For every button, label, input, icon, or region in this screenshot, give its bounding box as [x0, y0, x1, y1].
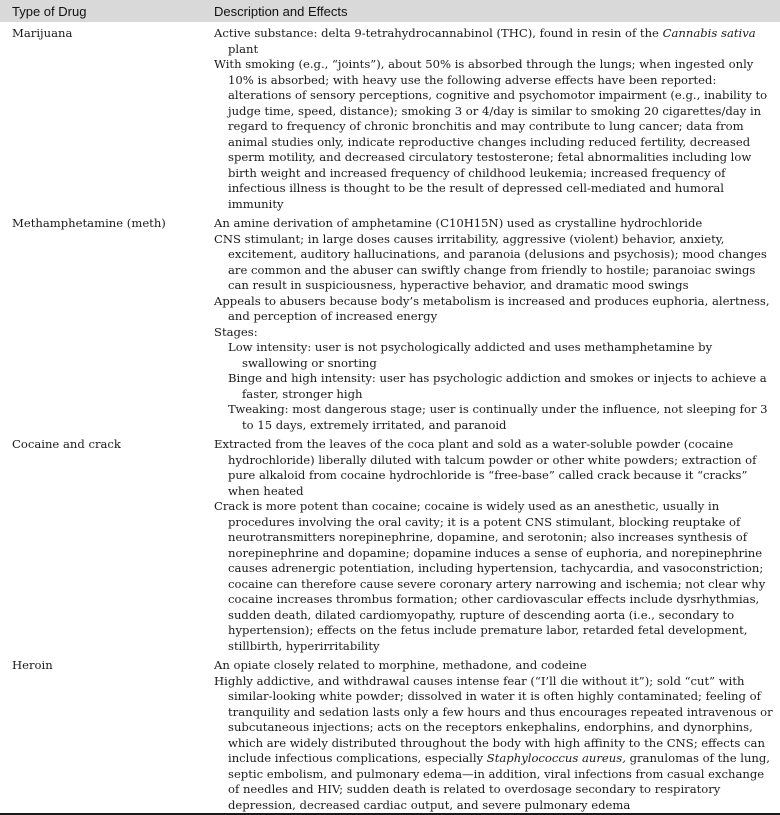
description-line: Crack is more potent than cocaine; cocaine is widely used as an anesthetic, usually in procedures involving the oral cavity; it is a potent CNS stimulant, blocking reuptake of neurotransmitters norepinephrine, dopamine, and serotonin; also increases synthesis of norepinephrine and dopamine; dopamine induces a sense of euphoria, and norepinephrine causes adrenergic potentiation, including hypertension, tachycardia, and vasoconstriction; cocaine can therefore cause severe coronary artery narrowing and ischemia; not clear why cocaine increases thrombus formation; other cardiovascular effects include dysrhythmias, sudden death, dilated cardiomyopathy, rupture of descending aorta (i.e., secondary to hypertension); effects on the fetus include premature labor, retarded fetal development, stillbirth, hyperirritability — [214, 499, 766, 653]
table-row — [0, 433, 780, 654]
drug-name: Cocaine and crack — [12, 437, 121, 451]
description-line: Active substance: delta 9-tetrahydrocannabinol (THC), found in resin of the Cannabis sativa plant — [214, 26, 756, 56]
drug-name: Marijuana — [12, 26, 73, 40]
drug-description — [204, 22, 780, 212]
stage-line: Low intensity: user is not psychologically addicted and uses methamphetamine by swallowing or snorting — [228, 340, 713, 370]
header-description-and-effects: Description and Effects — [214, 3, 348, 19]
description-line: With smoking (e.g., “joints”), about 50% is absorbed through the lungs; when ingested only 10% is absorbed; with heavy use the following adverse effects have been reported: alterations of sensory perceptions, cognitive and psychomotor impairment (e.g., inability to judge time, speed, distance); smoking 3 or 4/day is similar to smoking 20 cigarettes/day in regard to frequency of chronic bronchitis and may contribute to lung cancer; data from animal studies only, indicate reproductive changes including reduced fertility, decreased sperm motility, and decreased circulatory testosterone; fetal abnormalities including low birth weight and increased frequency of childhood leukemia; increased frequency of infectious illness is thought to be the result of depressed cell-mediated and humoral immunity — [214, 57, 768, 211]
description-line: Highly addictive, and withdrawal causes intense fear (“I’ll die without it”); sold “cut” with similar-looking white powder; dissolved in water it is often highly contaminated; feeling of tranquility and sedation lasts only a few hours and thus encourages repeated intravenous or subcutaneous injections; acts on the receptors enkephalins, endorphins, and dynorphins, which are widely distributed throughout the body with high affinity to the CNS; effects can include infectious complications, especially Staphylococcus aureus, granulomas of the lung, septic embolism, and pulmonary edema—in addition, viral infections from casual exchange of needles and HIV; sudden death is related to overdosage secondary to respiratory depression, decreased cardiac output, and severe pulmonary edema — [214, 673, 773, 812]
drug-name: Heroin — [12, 658, 53, 672]
table-row — [0, 654, 780, 815]
header-type-of-drug: Type of Drug — [12, 3, 87, 19]
description-line: Stages: — [214, 324, 258, 339]
description-line: Extracted from the leaves of the coca plant and sold as a water-soluble powder (cocaine hydrochloride) liberally diluted with talcum powder or other white powders; extraction of pure alkaloid from cocaine hydrochloride is “free-base” called crack because it “cracks” when heated — [214, 437, 757, 498]
table-row — [0, 22, 780, 212]
drug-description — [204, 654, 780, 813]
table-row — [0, 212, 780, 433]
description-line: Appeals to abusers because body’s metabolism is increased and produces euphoria, alertness, and perception of increased energy — [214, 293, 770, 323]
description-line: An opiate closely related to morphine, methadone, and codeine — [214, 658, 587, 672]
table-header — [0, 0, 780, 22]
stage-line: Tweaking: most dangerous stage; user is continually under the influence, not sleeping for 3 to 15 days, extremely irritated, and paranoid — [228, 402, 768, 432]
drug-description — [204, 433, 780, 654]
drug-name: Methamphetamine (meth) — [12, 216, 166, 230]
description-line: An amine derivation of amphetamine (C10H15N) used as crystalline hydrochloride — [214, 216, 703, 230]
stage-line: Binge and high intensity: user has psychologic addiction and smokes or injects to achieve a faster, stronger high — [228, 371, 767, 401]
drug-description — [204, 212, 780, 433]
description-line: CNS stimulant; in large doses causes irritability, aggressive (violent) behavior, anxiety, excitement, auditory hallucinations, and paranoia (delusions and psychosis); mood changes are common and the abuser can swiftly change from friendly to hostile; paranoiac swings can result in suspiciousness, hyperactive behavior, and dramatic mood swings — [214, 231, 767, 292]
